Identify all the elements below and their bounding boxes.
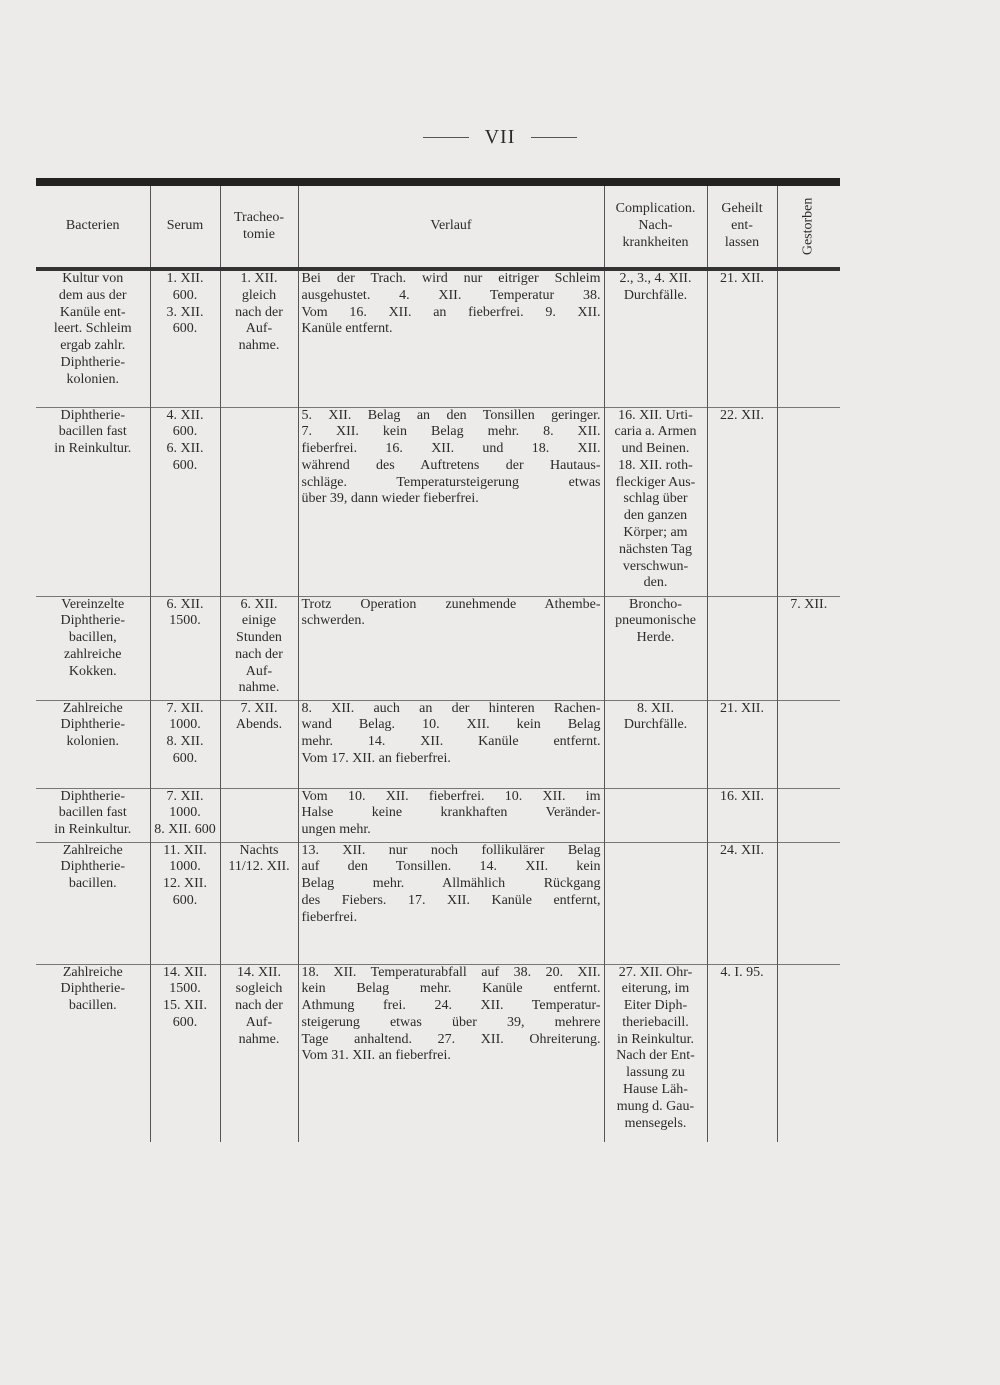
complication-line: Durchfälle.: [623, 717, 688, 733]
tracheotomie-line: Auf-: [245, 663, 273, 679]
tracheotomie-line: 14. XII.: [237, 964, 281, 980]
bacterien-line: Diphtherie-: [60, 859, 126, 875]
cell-tracheotomie: [220, 700, 298, 788]
cell-verlauf: [298, 842, 604, 964]
cell-gestorben: [777, 700, 840, 788]
gestorben-line: 7. XII.: [790, 596, 828, 612]
serum-line: 12. XII.: [163, 876, 207, 892]
verlauf-line: 5. XII. Belag an den Tonsillen geringer.: [301, 407, 601, 423]
verlauf-line: schwerden.: [301, 613, 365, 629]
complication-line: pneumonische: [615, 613, 696, 629]
complication-line: Durchfälle.: [623, 287, 688, 303]
cell-verlauf: [298, 700, 604, 788]
geheilt-line: 4. I. 95.: [720, 964, 764, 980]
verlauf-line: des Fiebers. 17. XII. Kanüle entfernt,: [301, 892, 601, 908]
cell-gestorben: [777, 407, 840, 596]
verlauf-line: 13. XII. nur noch follikulärer Belag: [301, 842, 601, 858]
cell-geheilt: [707, 700, 777, 788]
verlauf-line: fieberfrei. 16. XII. und 18. XII.: [301, 441, 601, 457]
header-bacterien-line: Bacterien: [65, 218, 120, 234]
serum-line: 600.: [172, 424, 198, 440]
cell-verlauf: [298, 788, 604, 842]
serum-line: 600.: [172, 1014, 198, 1030]
tracheotomie-line: Abends.: [235, 717, 283, 733]
cell-tracheotomie: [220, 269, 298, 407]
tracheotomie-line: nahme.: [238, 680, 280, 696]
cell-gestorben: [777, 596, 840, 700]
cell-geheilt: [707, 269, 777, 407]
complication-line: Körper; am: [623, 525, 688, 541]
verlauf-line: kein Belag mehr. Kanüle entfernt.: [301, 981, 601, 997]
bacterien-line: Diphtherie-: [60, 407, 126, 423]
serum-line: 600.: [172, 457, 198, 473]
tracheotomie-line: gleich: [241, 287, 277, 303]
complication-line: den ganzen: [623, 508, 688, 524]
complication-line: fleckiger Aus-: [615, 474, 696, 490]
geheilt-line: 16. XII.: [720, 788, 764, 804]
complication-line: 18. XII. roth-: [618, 457, 693, 473]
serum-line: 600.: [172, 892, 198, 908]
case-table: [36, 186, 840, 1142]
header-bacterien: [36, 186, 150, 269]
serum-line: 600.: [172, 287, 198, 303]
bacterien-line: bacillen,: [68, 630, 117, 646]
header-tracheotomie-line: tomie: [243, 226, 275, 242]
table-row: [36, 596, 840, 700]
table-row: [36, 269, 840, 407]
tracheotomie-line: Auf-: [245, 1014, 273, 1030]
verlauf-line: Vom 17. XII. an fieberfrei.: [301, 750, 451, 766]
cell-verlauf: [298, 964, 604, 1142]
complication-line: schlag über: [623, 491, 688, 507]
header-gestorben-label: Gestorben: [800, 197, 816, 256]
table-row: [36, 788, 840, 842]
bacterien-line: bacillen fast: [58, 805, 127, 821]
complication-line: Broncho-: [629, 596, 682, 612]
tracheotomie-line: nahme.: [238, 338, 280, 354]
bacterien-line: dem aus der: [58, 287, 127, 303]
serum-line: 6. XII.: [166, 596, 204, 612]
cell-geheilt: [707, 964, 777, 1142]
cell-gestorben: [777, 788, 840, 842]
table-header-row: [36, 186, 840, 269]
bacterien-line: Diphtherie-: [60, 717, 126, 733]
serum-line: 1000.: [169, 717, 201, 733]
cell-gestorben: [777, 842, 840, 964]
header-geheilt-line: lassen: [724, 234, 760, 250]
cell-serum: [150, 269, 220, 407]
cell-geheilt: [707, 596, 777, 700]
bacterien-line: Kokken.: [68, 663, 117, 679]
serum-line: 3. XII.: [166, 304, 204, 320]
verlauf-line: fieberfrei.: [301, 909, 358, 925]
cell-tracheotomie: [220, 964, 298, 1142]
serum-line: 8. XII. 600: [154, 822, 216, 838]
bacterien-line: zahlreiche: [63, 646, 122, 662]
bacterien-line: Diphtherie-: [60, 354, 126, 370]
header-gestorben: [777, 186, 840, 269]
serum-line: 4. XII.: [166, 407, 204, 423]
table-row: [36, 964, 840, 1142]
tracheotomie-line: nach der: [235, 304, 283, 320]
complication-line: Hause Läh-: [623, 1082, 688, 1098]
complication-line: und Beinen.: [621, 441, 690, 457]
header-complication-line: krankheiten: [622, 234, 689, 250]
cell-complication: [604, 596, 707, 700]
serum-line: 11. XII.: [163, 842, 207, 858]
cell-bacterien: [36, 269, 150, 407]
cell-bacterien: [36, 842, 150, 964]
bacterien-line: in Reinkultur.: [54, 441, 132, 457]
verlauf-line: 8. XII. auch an der hinteren Rachen-: [301, 700, 601, 716]
bacterien-line: in Reinkultur.: [54, 822, 132, 838]
tracheotomie-line: nahme.: [238, 1031, 280, 1047]
verlauf-line: schläge. Temperatursteigerung etwas: [301, 474, 601, 490]
complication-line: 16. XII. Urti-: [618, 407, 693, 423]
cell-verlauf: [298, 596, 604, 700]
complication-line: caria a. Armen: [614, 424, 697, 440]
complication-line: Eiter Diph-: [623, 998, 688, 1014]
tracheotomie-line: einige: [241, 613, 277, 629]
cell-serum: [150, 407, 220, 596]
complication-line: nächsten Tag: [618, 541, 692, 557]
cell-serum: [150, 964, 220, 1142]
tracheotomie-line: Auf-: [245, 321, 273, 337]
cell-serum: [150, 700, 220, 788]
verlauf-line: mehr. 14. XII. Kanüle entfernt.: [301, 734, 601, 750]
header-geheilt: [707, 186, 777, 269]
bacterien-line: Kultur von: [62, 271, 124, 286]
header-verlauf-line: Verlauf: [430, 218, 472, 234]
complication-line: mensegels.: [624, 1115, 687, 1131]
cell-verlauf: [298, 407, 604, 596]
table-top-rule: [36, 178, 840, 186]
cell-complication: [604, 269, 707, 407]
cell-geheilt: [707, 788, 777, 842]
cell-bacterien: [36, 596, 150, 700]
bacterien-line: bacillen.: [68, 876, 117, 892]
verlauf-line: auf den Tonsillen. 14. XII. kein: [301, 859, 601, 875]
cell-bacterien: [36, 700, 150, 788]
cell-tracheotomie: [220, 596, 298, 700]
complication-line: 2., 3., 4. XII.: [619, 271, 692, 286]
serum-line: 1. XII.: [166, 271, 204, 286]
bacterien-line: Kanüle ent-: [59, 304, 126, 320]
header-rule-left: [423, 137, 469, 138]
cell-serum: [150, 596, 220, 700]
bacterien-line: Zahlreiche: [62, 964, 123, 980]
verlauf-line: wand Belag. 10. XII. kein Belag: [301, 717, 601, 733]
bacterien-line: kolonien.: [66, 734, 119, 750]
header-complication-line: Nach-: [638, 218, 673, 234]
cell-complication: [604, 700, 707, 788]
complication-line: 27. XII. Ohr-: [618, 964, 693, 980]
verlauf-line: ungen mehr.: [301, 822, 371, 838]
table-body: [36, 269, 840, 1142]
cell-complication: [604, 964, 707, 1142]
cell-tracheotomie: [220, 407, 298, 596]
cell-bacterien: [36, 407, 150, 596]
bacterien-line: Diphtherie-: [60, 788, 126, 804]
geheilt-line: 24. XII.: [720, 842, 764, 858]
geheilt-line: 21. XII.: [720, 700, 764, 716]
bacterien-line: Diphtherie-: [60, 981, 126, 997]
tracheotomie-line: sogleich: [235, 981, 283, 997]
cell-serum: [150, 788, 220, 842]
page-header: [0, 126, 1000, 149]
table-row: [36, 842, 840, 964]
tracheotomie-line: 6. XII.: [240, 596, 278, 612]
complication-line: theriebacill.: [622, 1014, 689, 1030]
header-tracheotomie: [220, 186, 298, 269]
verlauf-line: über 39, dann wieder fieberfrei.: [301, 491, 479, 507]
header-geheilt-line: Geheilt: [721, 201, 763, 217]
cell-complication: [604, 788, 707, 842]
tracheotomie-line: nach der: [235, 646, 283, 662]
serum-line: 1500.: [169, 613, 201, 629]
verlauf-line: Halse keine krankhaften Veränder-: [301, 805, 601, 821]
cell-serum: [150, 842, 220, 964]
bacterien-line: Diphtherie-: [60, 613, 126, 629]
cell-verlauf: [298, 269, 604, 407]
table-row: [36, 407, 840, 596]
verlauf-line: 18. XII. Temperaturabfall auf 38. 20. XII.: [301, 964, 601, 980]
page-number: VII: [484, 126, 516, 148]
serum-line: 7. XII.: [166, 788, 204, 804]
complication-line: mung d. Gau-: [616, 1098, 695, 1114]
complication-line: verschwun-: [622, 558, 689, 574]
cell-complication: [604, 407, 707, 596]
serum-line: 600.: [172, 321, 198, 337]
table-row: [36, 700, 840, 788]
verlauf-line: Tage anhaltend. 27. XII. Ohreiterung.: [301, 1031, 601, 1047]
serum-line: 15. XII.: [163, 998, 207, 1014]
verlauf-line: Vom 31. XII. an fieberfrei.: [301, 1048, 451, 1064]
verlauf-line: Bei der Trach. wird nur eitriger Schleim: [301, 271, 601, 286]
cell-geheilt: [707, 407, 777, 596]
cell-gestorben: [777, 964, 840, 1142]
serum-line: 14. XII.: [163, 964, 207, 980]
tracheotomie-line: Stunden: [236, 630, 282, 646]
bacterien-line: ergab zahlr.: [60, 338, 126, 354]
verlauf-line: Vom 16. XII. an fieberfrei. 9. XII.: [301, 304, 601, 320]
serum-line: 7. XII.: [166, 700, 204, 716]
header-verlauf: [298, 186, 604, 269]
tracheotomie-line: 11/12. XII.: [228, 859, 290, 875]
verlauf-line: 7. XII. kein Belag mehr. 8. XII.: [301, 424, 601, 440]
bacterien-line: leert. Schleim: [53, 321, 132, 337]
serum-line: 600.: [172, 750, 198, 766]
geheilt-line: 22. XII.: [720, 407, 764, 423]
bacterien-line: bacillen fast: [58, 424, 127, 440]
cell-tracheotomie: [220, 842, 298, 964]
tracheotomie-line: Nachts: [239, 842, 279, 858]
bacterien-line: Zahlreiche: [62, 700, 123, 716]
cell-tracheotomie: [220, 788, 298, 842]
cell-geheilt: [707, 842, 777, 964]
cell-bacterien: [36, 964, 150, 1142]
header-serum-line: Serum: [166, 218, 204, 234]
complication-line: Herde.: [636, 630, 675, 646]
serum-line: 8. XII.: [166, 734, 204, 750]
complication-line: Nach der Ent-: [616, 1048, 695, 1064]
complication-line: eiterung, im: [621, 981, 690, 997]
complication-line: in Reinkultur.: [617, 1031, 694, 1047]
bacterien-line: bacillen.: [68, 998, 117, 1014]
serum-line: 6. XII.: [166, 441, 204, 457]
verlauf-line: Athmung frei. 24. XII. Temperatur-: [301, 998, 601, 1014]
cell-bacterien: [36, 788, 150, 842]
tracheotomie-line: 7. XII.: [240, 700, 278, 716]
verlauf-line: steigerung etwas über 39, mehrere: [301, 1014, 601, 1030]
bacterien-line: Zahlreiche: [62, 842, 123, 858]
bacterien-line: kolonien.: [66, 371, 119, 387]
verlauf-line: Vom 10. XII. fieberfrei. 10. XII. im: [301, 788, 601, 804]
complication-line: 8. XII.: [637, 700, 674, 716]
serum-line: 1000.: [169, 805, 201, 821]
geheilt-line: 21. XII.: [720, 271, 764, 286]
tracheotomie-line: nach der: [235, 998, 283, 1014]
tracheotomie-line: 1. XII.: [240, 271, 278, 286]
header-tracheotomie-line: Tracheo-: [233, 209, 285, 225]
serum-line: 1500.: [169, 981, 201, 997]
header-serum: [150, 186, 220, 269]
cell-gestorben: [777, 269, 840, 407]
verlauf-line: ausgehustet. 4. XII. Temperatur 38.: [301, 287, 601, 303]
header-complication-line: Complication.: [615, 201, 696, 217]
header-geheilt-line: ent-: [731, 218, 753, 234]
verlauf-line: während des Auftretens der Hautaus-: [301, 457, 601, 473]
bacterien-line: Vereinzelte: [61, 596, 125, 612]
verlauf-line: Belag mehr. Allmählich Rückgang: [301, 876, 601, 892]
cell-complication: [604, 842, 707, 964]
verlauf-line: Trotz Operation zunehmende Athembe-: [301, 596, 601, 612]
verlauf-line: Kanüle entfernt.: [301, 321, 393, 337]
complication-line: den.: [643, 575, 668, 591]
header-complication: [604, 186, 707, 269]
complication-line: lassung zu: [626, 1065, 685, 1081]
header-rule-right: [531, 137, 577, 138]
serum-line: 1000.: [169, 859, 201, 875]
